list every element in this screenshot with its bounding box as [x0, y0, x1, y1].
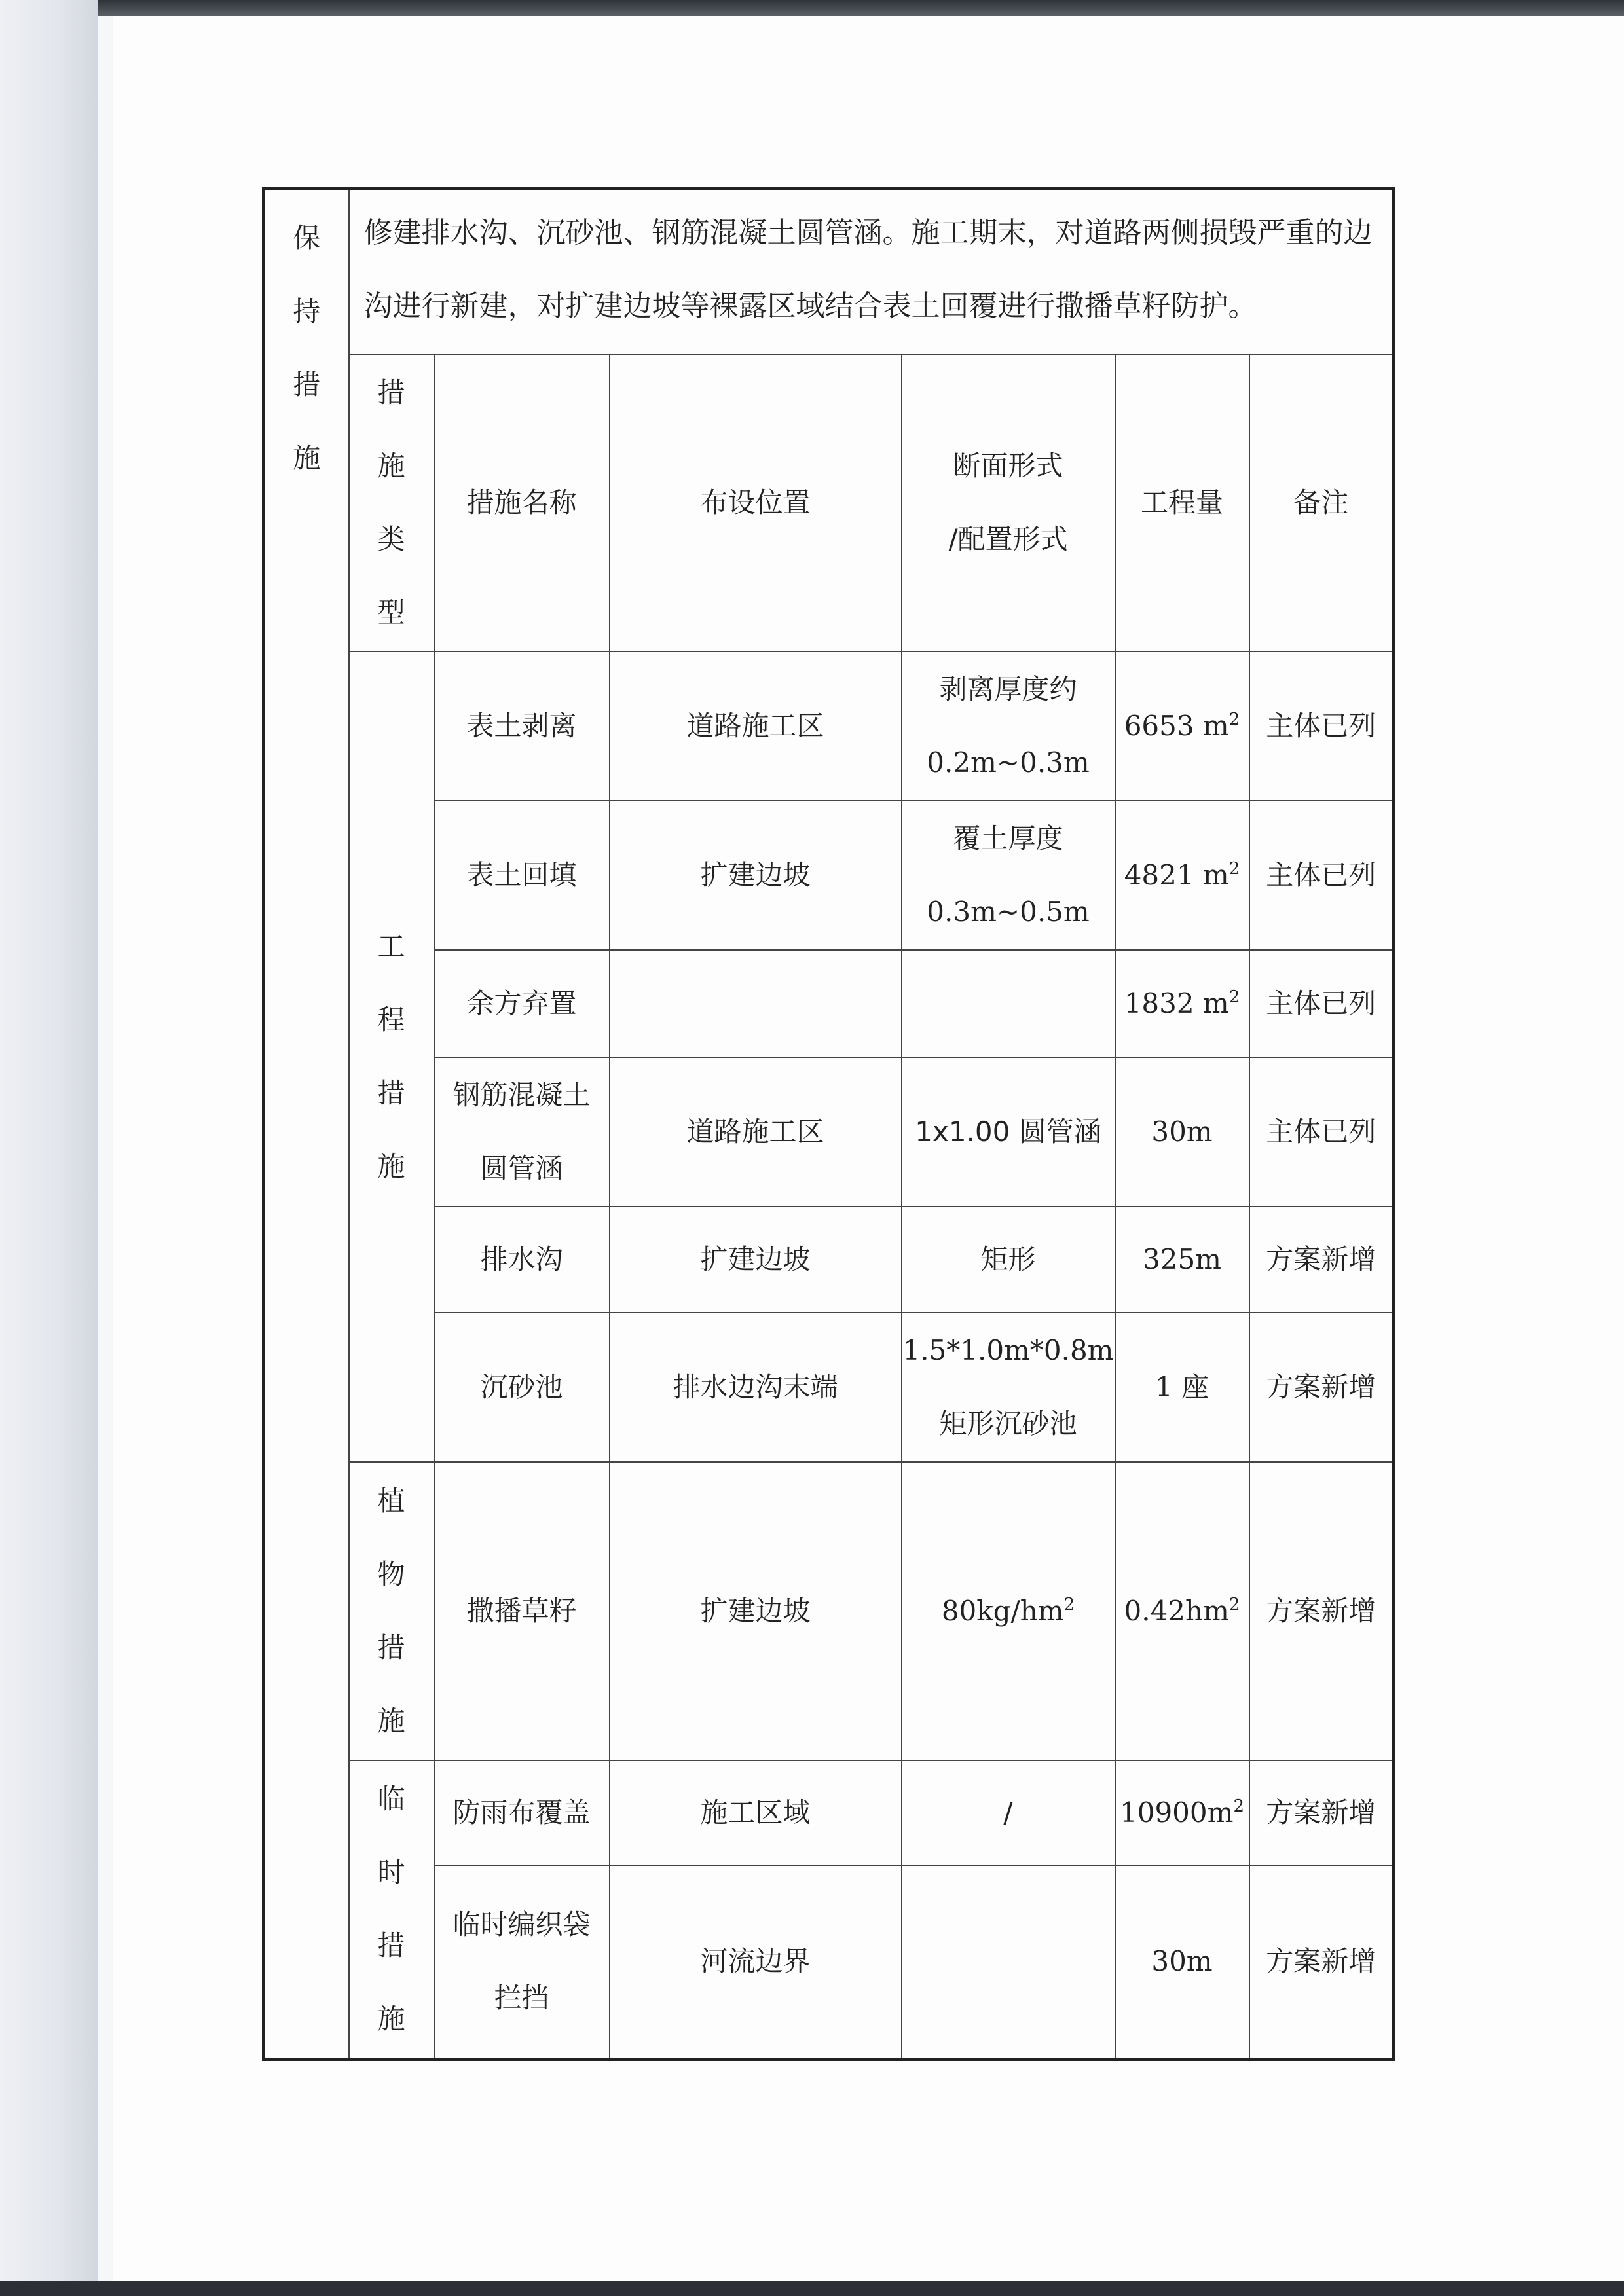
row-name: 沉砂池	[434, 1313, 610, 1462]
row-name: 撒播草籽	[434, 1462, 610, 1760]
row-quantity-cell	[1115, 801, 1249, 950]
row-name-line2: 拦挡	[494, 1982, 549, 2014]
row-quantity: 325m	[1115, 1207, 1249, 1313]
row-name-line1: 钢筋混凝土	[452, 1079, 591, 1111]
table-row	[264, 651, 1394, 801]
row-quantity-sup: 2	[1228, 1594, 1240, 1614]
row-quantity-sup: 2	[1233, 1796, 1244, 1816]
row-name-line1: 临时编织袋	[452, 1908, 591, 1941]
row-location: 道路施工区	[610, 1057, 902, 1207]
row-name-line2: 圆管涵	[480, 1152, 563, 1184]
row-location: 扩建边坡	[610, 1207, 902, 1313]
description-text: 修建排水沟、沉砂池、钢筋混凝土圆管涵。施工期末，对道路两侧损毁严重的边沟进行新建，对扩建边坡等裸露区域结合表土回覆进行撒播草籽防护。	[349, 189, 1394, 355]
table-row	[264, 1760, 1394, 1865]
row-quantity: 4821 m	[1124, 858, 1229, 891]
header-type-cell	[349, 354, 434, 651]
row-form-cell	[902, 651, 1115, 801]
header-quantity: 工程量	[1115, 354, 1249, 651]
row-form: /	[902, 1760, 1115, 1865]
row-remark: 方案新增	[1249, 1760, 1394, 1865]
row-form-line2: 矩形沉砂池	[939, 1408, 1077, 1440]
group-type-cell	[349, 1760, 434, 2059]
row-form: 80kg/hm	[941, 1594, 1064, 1627]
row-location: 扩建边坡	[610, 1462, 902, 1760]
row-name: 排水沟	[434, 1207, 610, 1313]
header-remark: 备注	[1249, 354, 1394, 651]
row-form-line2: 0.3m~0.5m	[927, 896, 1090, 928]
header-location: 布设位置	[610, 354, 902, 651]
row-location	[610, 950, 902, 1057]
section-label-cell	[264, 189, 349, 2060]
row-location: 扩建边坡	[610, 801, 902, 950]
row-remark: 方案新增	[1249, 1207, 1394, 1313]
group-type-cell	[349, 651, 434, 1462]
row-remark: 主体已列	[1249, 950, 1394, 1057]
description-row	[264, 189, 1394, 355]
row-quantity: 30m	[1115, 1865, 1249, 2059]
row-quantity-cell	[1115, 950, 1249, 1057]
row-quantity: 30m	[1115, 1057, 1249, 1207]
scan-left-margin	[0, 0, 98, 2296]
row-remark: 主体已列	[1249, 1057, 1394, 1207]
group-type-cell	[349, 1462, 434, 1760]
group-type-engineering: 工程措施	[377, 930, 405, 1182]
row-quantity-sup: 2	[1228, 987, 1240, 1007]
row-form	[902, 1865, 1115, 2059]
row-quantity: 1 座	[1115, 1313, 1249, 1462]
row-form-cell	[902, 1313, 1115, 1462]
row-quantity-cell	[1115, 1760, 1249, 1865]
row-location: 排水边沟末端	[610, 1313, 902, 1462]
row-form-cell	[902, 801, 1115, 950]
row-quantity-sup: 2	[1228, 858, 1240, 879]
row-form	[902, 950, 1115, 1057]
row-form-line2: 0.2m~0.3m	[927, 746, 1090, 778]
row-form-cell	[902, 1462, 1115, 1760]
header-name: 措施名称	[434, 354, 610, 651]
row-form-line1: 覆土厚度	[953, 822, 1063, 854]
row-quantity: 10900m	[1120, 1796, 1234, 1829]
row-form-sup: 2	[1063, 1594, 1075, 1614]
row-remark: 方案新增	[1249, 1462, 1394, 1760]
row-name: 余方弃置	[434, 950, 610, 1057]
header-form-line2: /配置形式	[948, 523, 1068, 555]
row-remark: 方案新增	[1249, 1313, 1394, 1462]
scan-top-edge	[98, 0, 1624, 16]
section-label: 保持措施	[293, 222, 321, 474]
header-type: 措施类型	[377, 376, 405, 629]
row-form-line1: 剥离厚度约	[939, 673, 1077, 705]
row-remark: 主体已列	[1249, 801, 1394, 950]
row-remark: 方案新增	[1249, 1865, 1394, 2059]
row-quantity: 6653 m	[1124, 709, 1229, 742]
row-quantity: 1832 m	[1124, 987, 1229, 1019]
header-row	[264, 354, 1394, 651]
row-name-cell	[434, 1865, 610, 2059]
scan-bottom-edge	[0, 2281, 1624, 2296]
row-form: 1x1.00 圆管涵	[902, 1057, 1115, 1207]
row-location: 道路施工区	[610, 651, 902, 801]
measures-table	[262, 187, 1395, 2061]
row-name: 表土回填	[434, 801, 610, 950]
row-name-cell	[434, 1057, 610, 1207]
row-location: 施工区域	[610, 1760, 902, 1865]
header-form-cell	[902, 354, 1115, 651]
header-form-line1: 断面形式	[953, 450, 1063, 482]
table-row	[264, 1462, 1394, 1760]
group-type-temporary: 临时措施	[377, 1783, 405, 2035]
row-name: 表土剥离	[434, 651, 610, 801]
row-location: 河流边界	[610, 1865, 902, 2059]
row-quantity-cell	[1115, 1462, 1249, 1760]
group-type-plant: 植物措施	[377, 1485, 405, 1737]
row-quantity-cell	[1115, 651, 1249, 801]
row-form-line1: 1.5*1.0m*0.8m	[902, 1334, 1114, 1366]
row-quantity: 0.42hm	[1124, 1594, 1229, 1627]
row-form: 矩形	[902, 1207, 1115, 1313]
row-name: 防雨布覆盖	[434, 1760, 610, 1865]
row-remark: 主体已列	[1249, 651, 1394, 801]
row-quantity-sup: 2	[1228, 709, 1240, 729]
